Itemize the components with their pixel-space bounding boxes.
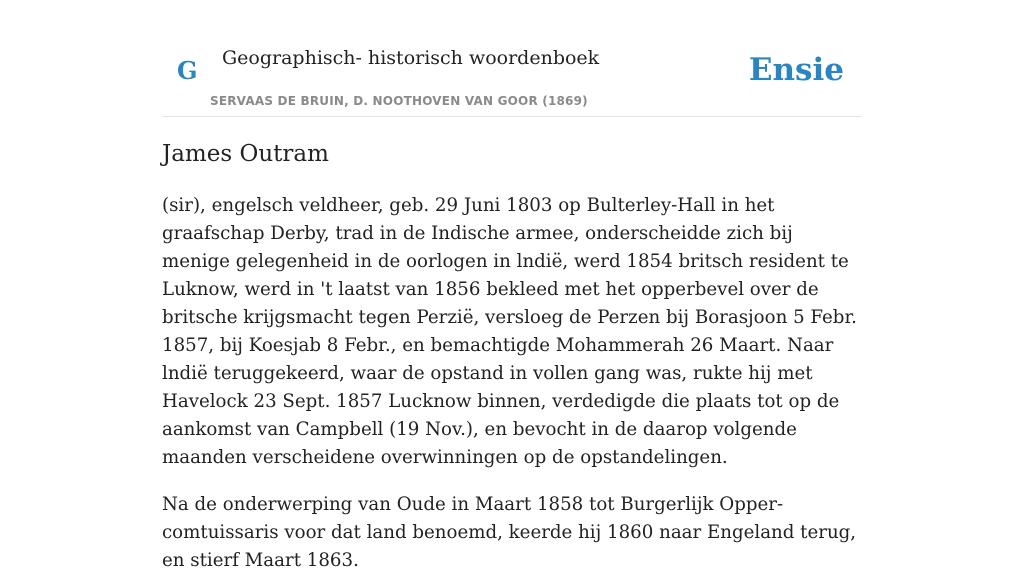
book-authors: SERVAAS DE BRUIN, D. NOOTHOVEN VAN GOOR (1869) (210, 94, 588, 108)
entry-paragraph: Na de onderwerping van Oude in Maart 1858 tot Burgerlijk Opper-comtuissaris voor dat land benoemd, keerde hij 1860 naar Engeland terug, en stierf Maart 1863. (162, 494, 857, 571)
entry-body (162, 192, 862, 575)
entry-paragraph: (sir), engelsch veldheer, geb. 29 Juni 1803 op Bulterley-Hall in het graafschap Derby, trad in de Indische armee, onderscheidde zich bij menige gelegenheid in de oorlogen in lndië, werd 1854 britsch resident te Luknow, werd in 't laatst van 1856 bekleed met het opperbevel over de britsche krijgsmacht tegen Perzië, versloeg de Perzen bij Borasjoon 5 Febr. 1857, bij Koesjab 8 Febr., en bemachtigde Mohammerah 26 Maart. Naar lndië teruggekeerd, waar de opstand in vollen gang was, rukte hij met Havelock 23 Sept. 1857 Lucknow binnen, verdedigde die plaats tot op de aankomst van Campbell (19 Nov.), en bevocht in de daarop volgende maanden verscheidene overwinningen op de opstandelingen. (162, 195, 857, 468)
entry-title: James Outram (162, 141, 329, 167)
site-header (162, 0, 862, 117)
brand-logo-link[interactable]: Ensie (748, 52, 844, 88)
book-title-link[interactable]: Geographisch- historisch woordenboek (222, 47, 600, 69)
entry-article (162, 138, 862, 575)
dictionary-logo-icon[interactable]: G (177, 56, 198, 85)
